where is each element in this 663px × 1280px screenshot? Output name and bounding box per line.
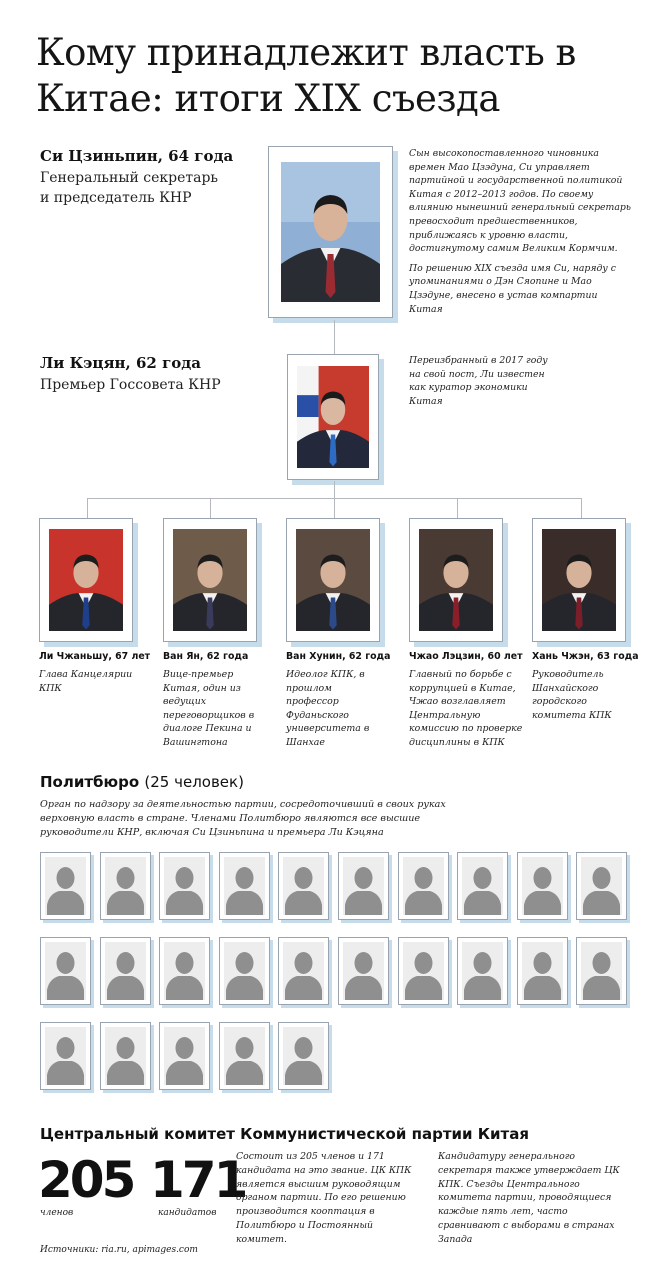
- person-silhouette-icon: [403, 942, 444, 1000]
- member-name: Хань Чжэн, 63 года: [532, 651, 639, 662]
- connector-line: [457, 498, 458, 518]
- person-silhouette-icon: [164, 857, 205, 915]
- person-silhouette-icon: [283, 942, 324, 1000]
- politburo-member-placeholder: [398, 937, 449, 1005]
- central-committee-text-2: Кандидатуру генерального секретаря также утверждает ЦК КПК. Съезды Центрального комитета партии, проводящиеся каждые пять лет, часто сравнивают с выборами в странах Запада: [438, 1151, 620, 1245]
- member-photo-frame: [286, 518, 380, 642]
- politburo-title: Политбюро: [40, 773, 140, 791]
- member-photo: [173, 529, 247, 631]
- member-photo-frame: [163, 518, 257, 642]
- politburo-heading: [40, 773, 244, 791]
- leader-role: [40, 168, 218, 208]
- person-silhouette-icon: [45, 857, 86, 915]
- leader-photo: [281, 162, 380, 302]
- politburo-member-placeholder: [100, 937, 151, 1005]
- person-silhouette-icon: [164, 942, 205, 1000]
- leader-photo-frame: [268, 146, 393, 318]
- person-silhouette-icon: [462, 942, 503, 1000]
- politburo-member-placeholder: [40, 1022, 91, 1090]
- politburo-member-placeholder: [100, 852, 151, 920]
- politburo-member-placeholder: [219, 852, 270, 920]
- member-photo: [49, 529, 123, 631]
- member-name: Ван Ян, 62 года: [163, 651, 249, 662]
- member-name: Ван Хунин, 62 года: [286, 651, 391, 662]
- politburo-member-placeholder: [100, 1022, 151, 1090]
- politburo-member-placeholder: [159, 937, 210, 1005]
- member-photo: [542, 529, 616, 631]
- member-name: Ли Чжаньшу, 67 лет: [39, 651, 151, 662]
- member-role: Глава Канцелярии КПК: [39, 669, 133, 694]
- premier-role: Премьер Госсовета КНР: [40, 377, 221, 393]
- central-committee-title: Центральный комитет Коммунистической партии Китая: [40, 1125, 529, 1143]
- connector-line: [334, 481, 335, 499]
- politburo-member-placeholder: [517, 852, 568, 920]
- politburo-member-placeholder: [576, 852, 627, 920]
- leader-name: Си Цзиньпин, 64 года: [40, 147, 234, 165]
- politburo-member-placeholder: [159, 852, 210, 920]
- connector-line: [334, 498, 335, 518]
- premier-photo: [297, 366, 369, 468]
- leader-role-line2: и председатель КНР: [40, 190, 192, 206]
- politburo-member-placeholder: [219, 1022, 270, 1090]
- connector-line: [581, 498, 582, 518]
- politburo-member-placeholder: [219, 937, 270, 1005]
- politburo-member-placeholder: [457, 852, 508, 920]
- member-photo: [419, 529, 493, 631]
- premier-photo-frame: [287, 354, 379, 480]
- member-role: Руководитель Шанхайского городского комитета КПК: [532, 669, 612, 721]
- member-photo: [296, 529, 370, 631]
- members-label: членов: [40, 1208, 74, 1218]
- person-silhouette-icon: [105, 942, 146, 1000]
- person-silhouette-icon: [105, 857, 146, 915]
- member-role: Вице-премьер Китая, один из ведущих переговорщиков в диалоге Пекина и Вашингтона: [163, 669, 255, 748]
- member-role: Идеолог КПК, в прошлом профессор Фуданьского университета в Шанхае: [286, 669, 370, 748]
- candidates-number: 171: [150, 1151, 246, 1209]
- leader-description-p1: Сын высокопоставленного чиновника времен Мао Цзэдуна, Си управляет партийной и государственной политикой Китая с 2012–2013 годов. По своему влиянию нынешний генеральный секретарь превосходит предшественников, приближаясь к уровню власти, достигнутому самим Великим Кормчим.: [409, 148, 631, 255]
- person-silhouette-icon: [224, 942, 265, 1000]
- politburo-member-placeholder: [338, 937, 389, 1005]
- person-silhouette-icon: [105, 1027, 146, 1085]
- politburo-member-placeholder: [278, 1022, 329, 1090]
- sources: Источники: ria.ru, apimages.com: [40, 1245, 198, 1255]
- person-silhouette-icon: [224, 1027, 265, 1085]
- politburo-member-placeholder: [278, 852, 329, 920]
- member-role: Главный по борьбе с коррупцией в Китае, Чжао возглавляет Центральную комиссию по проверке дисциплины в КПК: [409, 669, 523, 748]
- politburo-member-placeholder: [159, 1022, 210, 1090]
- connector-line: [210, 498, 211, 518]
- person-silhouette-icon: [462, 857, 503, 915]
- politburo-member-placeholder: [457, 937, 508, 1005]
- politburo-description: Орган по надзору за деятельностью партии, сосредоточивший в своих руках верховную власть в стране. Членами Политбюро являются все высшие руководители КНР, включая Си Цзиньпина и премьера Ли Кэцяна: [40, 799, 446, 838]
- person-silhouette-icon: [164, 1027, 205, 1085]
- politburo-member-placeholder: [40, 852, 91, 920]
- connector-line: [87, 498, 88, 518]
- person-silhouette-icon: [581, 942, 622, 1000]
- person-silhouette-icon: [343, 942, 384, 1000]
- central-committee-text-1: Состоит из 205 членов и 171 кандидата на это звание. ЦК КПК является высшим руководящим органом партии. По его решению производится кооптация в Политбюро и Постоянный комитет.: [236, 1151, 412, 1245]
- person-silhouette-icon: [45, 942, 86, 1000]
- person-silhouette-icon: [283, 1027, 324, 1085]
- member-photo-frame: [409, 518, 503, 642]
- connector-line: [334, 320, 335, 354]
- leader-role-line1: Генеральный секретарь: [40, 170, 219, 186]
- person-silhouette-icon: [343, 857, 384, 915]
- person-silhouette-icon: [283, 857, 324, 915]
- leader-description: [409, 147, 631, 322]
- politburo-member-placeholder: [40, 937, 91, 1005]
- politburo-member-placeholder: [278, 937, 329, 1005]
- person-silhouette-icon: [224, 857, 265, 915]
- premier-description: Переизбранный в 2017 году на свой пост, Ли известен как куратор экономики Китая: [409, 355, 548, 407]
- person-silhouette-icon: [522, 942, 563, 1000]
- politburo-member-placeholder: [338, 852, 389, 920]
- page-title: Кому принадлежит власть в Китае: итоги XIX съезда: [36, 31, 576, 120]
- members-number: 205: [38, 1151, 134, 1209]
- premier-name: Ли Кэцян, 62 года: [40, 354, 201, 372]
- person-silhouette-icon: [581, 857, 622, 915]
- politburo-member-placeholder: [576, 937, 627, 1005]
- person-silhouette-icon: [403, 857, 444, 915]
- candidates-label: кандидатов: [158, 1208, 217, 1218]
- person-silhouette-icon: [45, 1027, 86, 1085]
- member-photo-frame: [39, 518, 133, 642]
- politburo-count: (25 человек): [144, 773, 244, 791]
- politburo-member-placeholder: [398, 852, 449, 920]
- politburo-member-placeholder: [517, 937, 568, 1005]
- leader-description-p2: По решению XIX съезда имя Си, наряду с упоминаниями о Дэн Сяопине и Мао Цзэдуне, внесено в устав компартии Китая: [409, 262, 616, 315]
- member-name: Чжао Лэцзин, 60 лет: [409, 651, 523, 662]
- person-silhouette-icon: [522, 857, 563, 915]
- member-photo-frame: [532, 518, 626, 642]
